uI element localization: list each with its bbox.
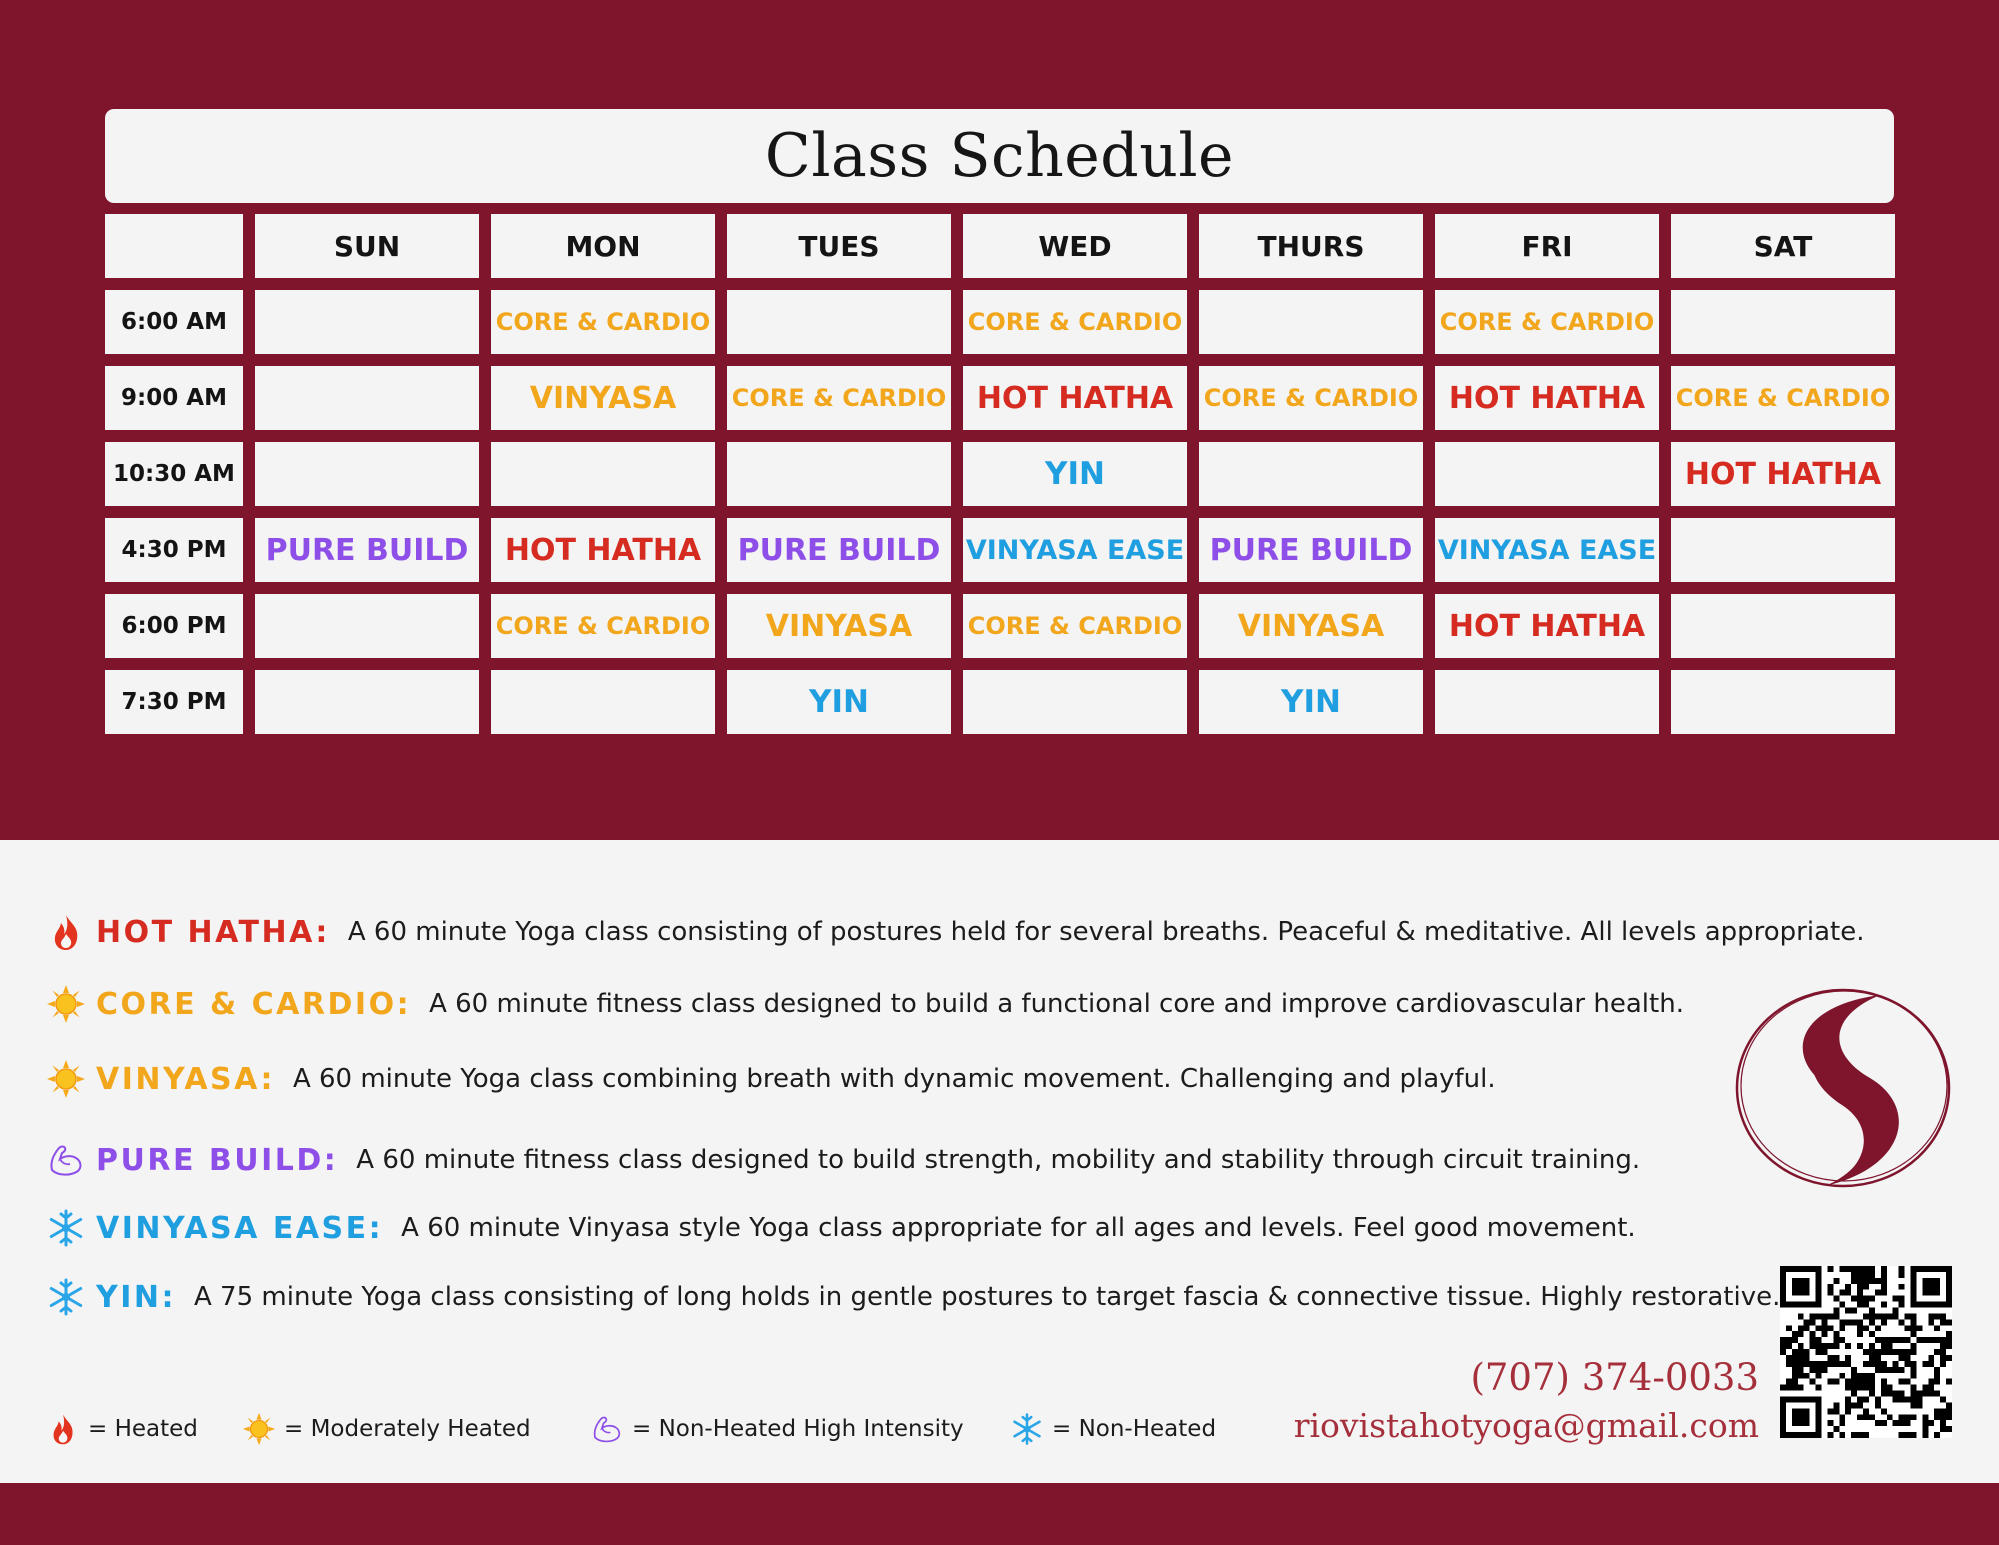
title-banner	[105, 109, 1894, 203]
empty-slot	[1671, 594, 1895, 658]
day-header-fri: FRI	[1435, 214, 1659, 278]
class-name: PURE BUILD:	[96, 1142, 339, 1178]
class-slot-hot-hatha: HOT HATHA	[1435, 366, 1659, 430]
legend-label: = Moderately Heated	[284, 1416, 531, 1442]
flame-icon	[46, 912, 86, 952]
flame-icon	[46, 1412, 80, 1446]
empty-slot	[1671, 290, 1895, 354]
description-core-and-cardio	[46, 984, 1684, 1024]
time-label: 4:30 PM	[105, 518, 243, 582]
class-name: YIN:	[96, 1279, 176, 1315]
snowflake-icon	[46, 1277, 86, 1317]
description-hot-hatha	[46, 912, 1864, 952]
empty-slot	[1435, 670, 1659, 734]
time-label: 10:30 AM	[105, 442, 243, 506]
legend-item	[242, 1412, 531, 1446]
description-vinyasa	[46, 1059, 1496, 1099]
day-header-sun: SUN	[255, 214, 479, 278]
class-name: HOT HATHA:	[96, 914, 330, 950]
description-pure-build	[46, 1140, 1640, 1180]
class-description: A 60 minute Vinyasa style Yoga class appropriate for all ages and levels. Feel good movement.	[401, 1213, 1636, 1243]
snowflake-icon	[46, 1208, 86, 1248]
sun-icon	[242, 1412, 276, 1446]
legend-label: = Heated	[88, 1416, 198, 1442]
description-yin	[46, 1277, 1780, 1317]
class-slot-yin: YIN	[963, 442, 1187, 506]
empty-slot	[727, 290, 951, 354]
day-header-mon: MON	[491, 214, 715, 278]
class-name: VINYASA EASE:	[96, 1210, 384, 1246]
empty-slot	[255, 594, 479, 658]
schedule-table	[105, 214, 1895, 734]
time-label: 7:30 PM	[105, 670, 243, 734]
empty-slot	[491, 442, 715, 506]
email-address: riovistahotyoga@gmail.com	[1293, 1406, 1759, 1445]
qr-code	[1780, 1266, 1952, 1438]
class-slot-hot-hatha: HOT HATHA	[491, 518, 715, 582]
legend-item	[46, 1412, 198, 1446]
empty-slot	[255, 366, 479, 430]
flexed-arm-icon	[590, 1412, 624, 1446]
studio-logo	[1730, 983, 1956, 1193]
class-slot-hot-hatha: HOT HATHA	[1671, 442, 1895, 506]
empty-slot	[963, 670, 1187, 734]
class-name: VINYASA:	[96, 1061, 275, 1097]
class-slot-core-and-cardio: CORE & CARDIO	[1671, 366, 1895, 430]
empty-slot	[1671, 670, 1895, 734]
snowflake-icon	[1010, 1412, 1044, 1446]
class-slot-core-and-cardio: CORE & CARDIO	[963, 290, 1187, 354]
empty-slot	[1199, 442, 1423, 506]
class-slot-pure-build: PURE BUILD	[255, 518, 479, 582]
class-slot-vinyasa-ease: VINYASA EASE	[963, 518, 1187, 582]
class-slot-yin: YIN	[727, 670, 951, 734]
class-slot-core-and-cardio: CORE & CARDIO	[491, 594, 715, 658]
sun-icon	[46, 984, 86, 1024]
class-description: A 60 minute fitness class designed to build a functional core and improve cardiovascular health.	[429, 989, 1684, 1019]
empty-slot	[1671, 518, 1895, 582]
page-title: Class Schedule	[764, 121, 1235, 191]
class-slot-hot-hatha: HOT HATHA	[1435, 594, 1659, 658]
empty-slot	[491, 670, 715, 734]
flexed-arm-icon	[46, 1140, 86, 1180]
time-label: 9:00 AM	[105, 366, 243, 430]
corner-cell	[105, 214, 243, 278]
class-description: A 60 minute fitness class designed to build strength, mobility and stability through circuit training.	[356, 1145, 1641, 1175]
phone-number: (707) 374-0033	[1470, 1356, 1759, 1399]
class-slot-vinyasa: VINYASA	[1199, 594, 1423, 658]
class-description: A 60 minute Yoga class combining breath with dynamic movement. Challenging and playful.	[292, 1064, 1496, 1094]
time-label: 6:00 PM	[105, 594, 243, 658]
class-slot-vinyasa: VINYASA	[727, 594, 951, 658]
sun-icon	[46, 1059, 86, 1099]
empty-slot	[255, 442, 479, 506]
class-slot-vinyasa: VINYASA	[491, 366, 715, 430]
empty-slot	[255, 670, 479, 734]
class-slot-core-and-cardio: CORE & CARDIO	[1199, 366, 1423, 430]
description-vinyasa-ease	[46, 1208, 1636, 1248]
class-slot-core-and-cardio: CORE & CARDIO	[1435, 290, 1659, 354]
class-slot-pure-build: PURE BUILD	[1199, 518, 1423, 582]
class-slot-yin: YIN	[1199, 670, 1423, 734]
legend-label: = Non-Heated	[1052, 1416, 1217, 1442]
legend-label: = Non-Heated High Intensity	[632, 1416, 964, 1442]
legend-item	[590, 1412, 964, 1446]
empty-slot	[1199, 290, 1423, 354]
empty-slot	[727, 442, 951, 506]
class-description: A 60 minute Yoga class consisting of postures held for several breaths. Peaceful & meditative. All levels appropriate.	[347, 917, 1865, 947]
class-slot-core-and-cardio: CORE & CARDIO	[727, 366, 951, 430]
day-header-sat: SAT	[1671, 214, 1895, 278]
day-header-tues: TUES	[727, 214, 951, 278]
day-header-thurs: THURS	[1199, 214, 1423, 278]
footer-band	[0, 1483, 1999, 1545]
day-header-wed: WED	[963, 214, 1187, 278]
class-description: A 75 minute Yoga class consisting of long holds in gentle postures to target fascia & connective tissue. Highly restorative.	[194, 1282, 1781, 1312]
class-slot-hot-hatha: HOT HATHA	[963, 366, 1187, 430]
empty-slot	[1435, 442, 1659, 506]
time-label: 6:00 AM	[105, 290, 243, 354]
legend-item	[1010, 1412, 1216, 1446]
class-slot-pure-build: PURE BUILD	[727, 518, 951, 582]
class-slot-core-and-cardio: CORE & CARDIO	[963, 594, 1187, 658]
class-slot-vinyasa-ease: VINYASA EASE	[1435, 518, 1659, 582]
class-name: CORE & CARDIO:	[96, 986, 412, 1022]
class-slot-core-and-cardio: CORE & CARDIO	[491, 290, 715, 354]
empty-slot	[255, 290, 479, 354]
